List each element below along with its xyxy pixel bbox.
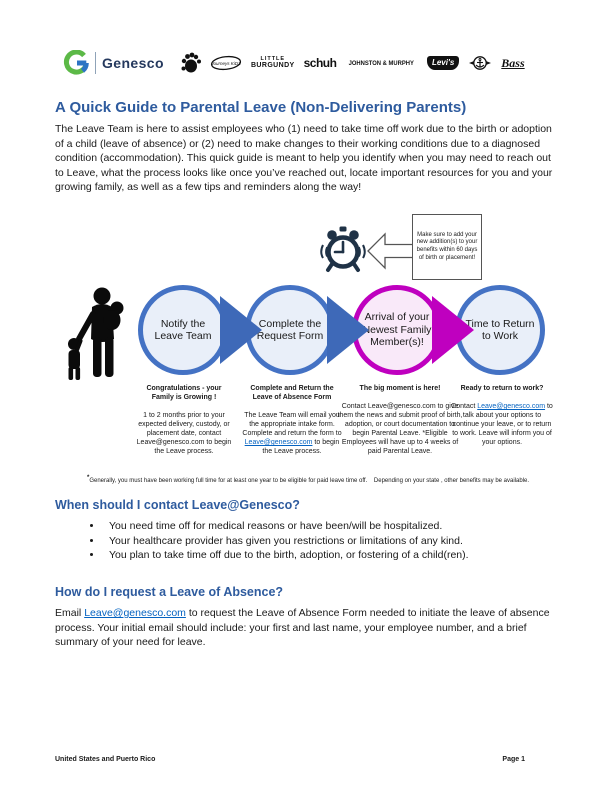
- step-detail-2: [240, 384, 344, 456]
- step-label-3: Arrival of your Newest Family Member(s)!: [362, 311, 432, 349]
- intro-paragraph: The Leave Team is here to assist employees who (1) need to take time off work due to the birth or adoption of a child (leave of absence) or (2) need to make changes to their working conditions due to a diagnosed condition (accommodation). This quick guide is meant to help you identify when you may need to reach out to Leave, what the process looks like once you’ve reached out, locate important resources for you and your growing family, as well as a few tips and reminders along the way!: [55, 123, 553, 194]
- leave-email-link[interactable]: Leave@genesco.com: [84, 607, 186, 619]
- step-label-2: Complete the Request Form: [256, 317, 324, 342]
- levis-logo: Levi's: [427, 56, 459, 70]
- dockers-anchor-icon: [468, 54, 492, 72]
- section-heading-request: How do I request a Leave of Absence?: [55, 585, 284, 599]
- step-label-1: Notify the Leave Team: [154, 317, 212, 342]
- page-number: Page 1: [502, 756, 525, 763]
- step-detail-3: [337, 384, 463, 456]
- bass-logo: Bass: [501, 55, 525, 70]
- callout-pointer-arrow: [366, 231, 414, 271]
- flow-arrow-3: [432, 296, 474, 364]
- step-detail-heading-4: Ready to return to work?: [460, 385, 544, 392]
- step-detail-heading-1: Congratulations - your Family is Growing !: [146, 385, 222, 401]
- family-silhouette: [64, 287, 134, 381]
- step-body-text: to begin the Leave process.: [262, 439, 340, 455]
- little-burgundy-logo: [251, 57, 295, 70]
- bullet-item-2: • Your healthcare provider has given you restrictions or limitations of any kind.: [103, 534, 561, 549]
- process-step-circle-1: [138, 285, 228, 375]
- footnote-text: Generally, you must have been working full time for at least one year to be eligible for paid leave time off. Depending on your state , other benefits may be available.: [89, 478, 530, 484]
- schuh-logo: schuh: [303, 56, 337, 70]
- step-detail-body-4: [450, 402, 554, 447]
- brand-logo-bar: [63, 46, 582, 80]
- step-body-text: to talk about your options to continue your leave, or to return to work. Leave will inform you of your options.: [452, 403, 553, 446]
- johnston-murphy-logo: JOHNSTON & MURPHY: [349, 59, 415, 67]
- little-burgundy-line2: BURGUNDY: [250, 62, 295, 70]
- alarm-clock-icon: [318, 226, 368, 274]
- step-detail-body-3: Contact Leave@genesco.com to give them the news and submit proof of birth, adoption, or court documentation to begin Parental Leave. *Eligible Employees will have up to 4 weeks of paid Parental Leave.: [337, 403, 463, 455]
- request-paragraph: [55, 606, 561, 650]
- step-detail-heading-2: Complete and Return the Leave of Absence Form: [250, 385, 334, 401]
- journeys-hand-icon: [181, 52, 201, 74]
- step-detail-heading-3: The big moment is here!: [359, 385, 441, 392]
- callout-text: Make sure to add your new addition(s) to your benefits within 60 days of birth or placement!: [416, 231, 478, 261]
- eligibility-footnote: [50, 475, 566, 484]
- step-detail-1: [136, 384, 232, 456]
- step-label-4: Time to Return to Work: [465, 317, 535, 342]
- footnote-asterisk: *: [86, 475, 90, 481]
- step-body-text: Contact: [451, 403, 478, 410]
- flow-arrow-2: [327, 296, 369, 364]
- request-text: to request the Leave of Absence Form needed to initiate the leave of absence process. Your initial email should include: your first and last name, your employee number, and a brief summary of your need for leave.: [55, 607, 550, 649]
- logo-divider: [95, 52, 96, 74]
- journeys-kidz-logo: [210, 55, 242, 71]
- page-footer: [55, 756, 525, 763]
- contact-bullet-list: [55, 519, 561, 563]
- page-title: A Quick Guide to Parental Leave (Non-Delivering Parents): [55, 99, 467, 116]
- benefits-reminder-callout: [412, 214, 482, 280]
- step-detail-body-1: 1 to 2 months prior to your expected delivery, custody, or placement date, contact Leave@genesco.com to begin the Leave process.: [136, 412, 232, 455]
- step-detail-body-2: [240, 411, 344, 456]
- little-burgundy-line1: LITTLE: [260, 55, 286, 62]
- genesco-g-icon: [63, 50, 89, 76]
- bullet-item-1: • You need time off for medical reasons or have been/will be hospitalized.: [103, 519, 561, 534]
- request-text: Email: [55, 607, 85, 619]
- genesco-logo: [63, 50, 164, 76]
- flow-arrow-1: [220, 296, 262, 364]
- bullet-item-3: • You plan to take time off due to the birth, adoption, or fostering of a child(ren).: [103, 548, 561, 563]
- step-body-text: The Leave Team will email you the appropriate intake form. Complete and return the form to: [242, 412, 342, 437]
- section-heading-contact: When should I contact Leave@Genesco?: [55, 498, 300, 512]
- leave-email-link[interactable]: Leave@genesco.com: [244, 439, 313, 446]
- genesco-wordmark: Genesco: [102, 55, 164, 71]
- step-detail-4: [450, 384, 554, 447]
- leave-email-link[interactable]: Leave@genesco.com: [477, 403, 546, 410]
- svg-text:Journeys KiDZ: Journeys KiDZ: [211, 61, 241, 66]
- footer-region-label: United States and Puerto Rico: [55, 756, 156, 763]
